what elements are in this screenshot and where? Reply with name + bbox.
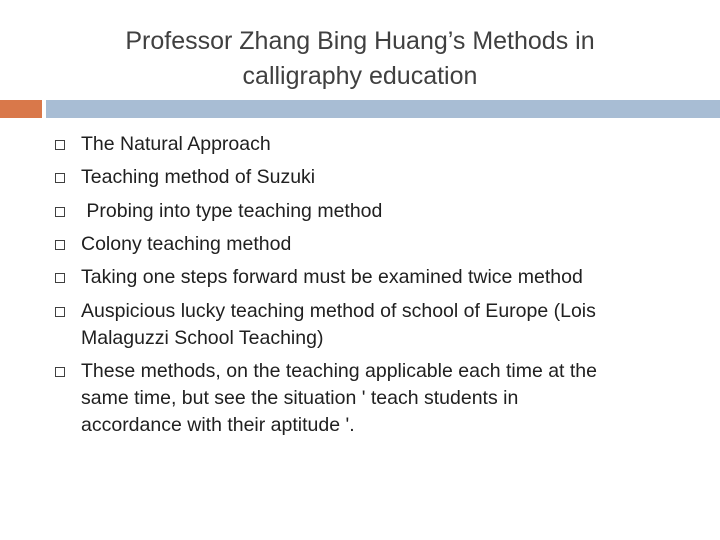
checkbox-icon <box>55 367 65 377</box>
checkbox-icon <box>55 307 65 317</box>
slide-title-line-1: Professor Zhang Bing Huang’s Methods in <box>125 27 595 55</box>
bullet-text-line: Taking one steps forward must be examined twice method <box>81 266 583 288</box>
slide-title <box>40 24 680 94</box>
bullet-text-line: accordance with their aptitude '. <box>81 414 355 436</box>
bullet-text-line: Auspicious lucky teaching method of school of Europe (Lois <box>81 300 596 322</box>
accent-bar <box>0 100 42 118</box>
header-divider-bar <box>46 100 720 118</box>
bullet-text-line: same time, but see the situation ' teach students in <box>81 387 519 409</box>
bullet-text-line: Teaching method of Suzuki <box>81 166 316 188</box>
checkbox-icon <box>55 273 65 283</box>
checkbox-icon <box>55 173 65 183</box>
bullet-text-line: These methods, on the teaching applicable each time at the <box>81 360 597 382</box>
checkbox-icon <box>55 140 65 150</box>
bullet-text-line: Colony teaching method <box>81 233 292 255</box>
bullet-text-line: Malaguzzi School Teaching) <box>81 327 324 349</box>
checkbox-icon <box>55 207 65 217</box>
checkbox-icon <box>55 240 65 250</box>
bullet-text-line: The Natural Approach <box>81 133 271 155</box>
slide-title-line-2: calligraphy education <box>242 62 478 90</box>
bullet-text-line: Probing into type teaching method <box>81 200 383 222</box>
